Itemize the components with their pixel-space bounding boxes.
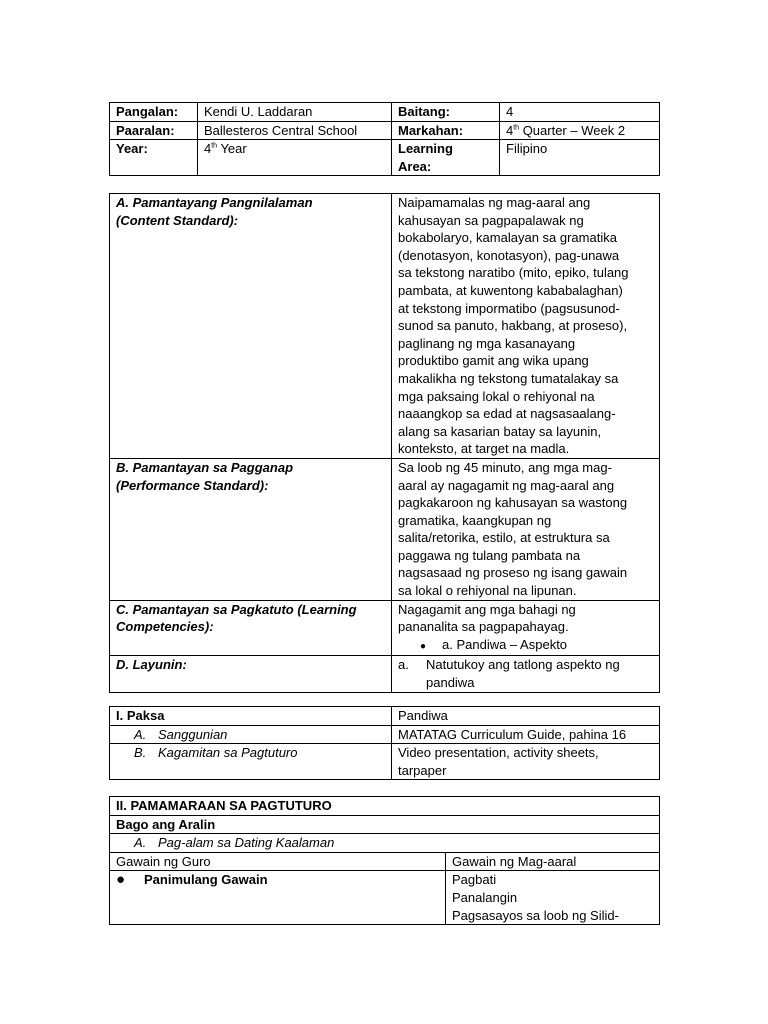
paksa-table [109, 706, 660, 780]
pamamaraan-table [109, 796, 660, 925]
info-table [109, 102, 660, 176]
learning-area-value: Filipino [500, 140, 660, 176]
year-value: 4th Year [198, 140, 392, 176]
bullet-icon: ● [116, 871, 126, 889]
gawain-magaaral-header: Gawain ng Mag-aaral [446, 852, 660, 871]
content-standard-text: Naipamamalas ng mag-aaral ang kahusayan sa pagpapalawak ng bokabolaryo, kamalayan sa gramatika (denotasyon, konotasyon), pag-unawa sa tekstong naratibo (mito, epiko, tulang pambata, at kuwentong kababalaghan) at tekstong impormatibo (pagsusunod- sunod sa panuto, hakbang, at proseso), paglinang ng mga kasanayang produktibo gamit ang wika upang makalikha ng tekstong tumatalakay sa mga paksaing lokal o rehiyonal na naaangkop sa edad at nagsasaalang- alang sa kasarian batay sa layunin, konteksto, at target na madla. [392, 194, 660, 459]
bago-ang-aralin: Bago ang Aralin [110, 815, 660, 834]
sanggunian-value: MATATAG Curriculum Guide, pahina 16 [392, 725, 660, 744]
kagamitan-label: B. Kagamitan sa Pagtuturo [110, 744, 392, 780]
pangalan-value: Kendi U. Laddaran [198, 103, 392, 122]
bullet-icon: ● [420, 640, 427, 652]
markahan-value: 4th Quarter – Week 2 [500, 121, 660, 140]
paksa-value: Pandiwa [392, 707, 660, 726]
performance-standard-text: Sa loob ng 45 minuto, ang mga mag- aaral ay nagagamit ng mag-aaral ang pagkakaroon ng kahusayan sa wastong gramatika, kaangkupan ng salita/retorika, estilo, at estruktura sa paggawa ng tulang pambata na nagsasaad ng proseso ng isang gawain sa lokal o rehiyonal na lipunan. [392, 458, 660, 600]
learning-competencies-text: Nagagamit ang mga bahagi ng pananalita sa pagpapahayag. ● a. Pandiwa – Aspekto [392, 600, 660, 656]
gawain-guro-header: Gawain ng Guro [110, 852, 446, 871]
standards-table [109, 193, 660, 693]
markahan-label: Markahan: [392, 121, 500, 140]
kagamitan-value: Video presentation, activity sheets, tarpaper [392, 744, 660, 780]
paaralan-label: Paaralan: [110, 121, 198, 140]
year-label: Year: [110, 140, 198, 176]
paksa-label: I. Paksa [110, 707, 392, 726]
learning-area-label: Learning Area: [392, 140, 500, 176]
objective-text: a. Natutukoy ang tatlong aspekto ng pandiwa [392, 656, 660, 692]
performance-standard-label: B. Pamantayan sa Pagganap (Performance Standard): [110, 458, 392, 600]
content-standard-label: A. Pamantayang Pangnilalaman (Content Standard): [110, 194, 392, 459]
learning-competencies-label: C. Pamantayan sa Pagkatuto (Learning Competencies): [110, 600, 392, 656]
panimulang-gawain: ● Panimulang Gawain [110, 871, 446, 925]
paaralan-value: Ballesteros Central School [198, 121, 392, 140]
pangalan-label: Pangalan: [110, 103, 198, 122]
baitang-value: 4 [500, 103, 660, 122]
pag-alam-label: A. Pag-alam sa Dating Kaalaman [110, 834, 660, 853]
student-activities: Pagbati Panalangin Pagsasayos sa loob ng Silid- [446, 871, 660, 925]
objective-label: D. Layunin: [110, 656, 392, 692]
sanggunian-label: A. Sanggunian [110, 725, 392, 744]
pamamaraan-title: II. PAMAMARAAN SA PAGTUTURO [110, 797, 660, 816]
baitang-label: Baitang: [392, 103, 500, 122]
